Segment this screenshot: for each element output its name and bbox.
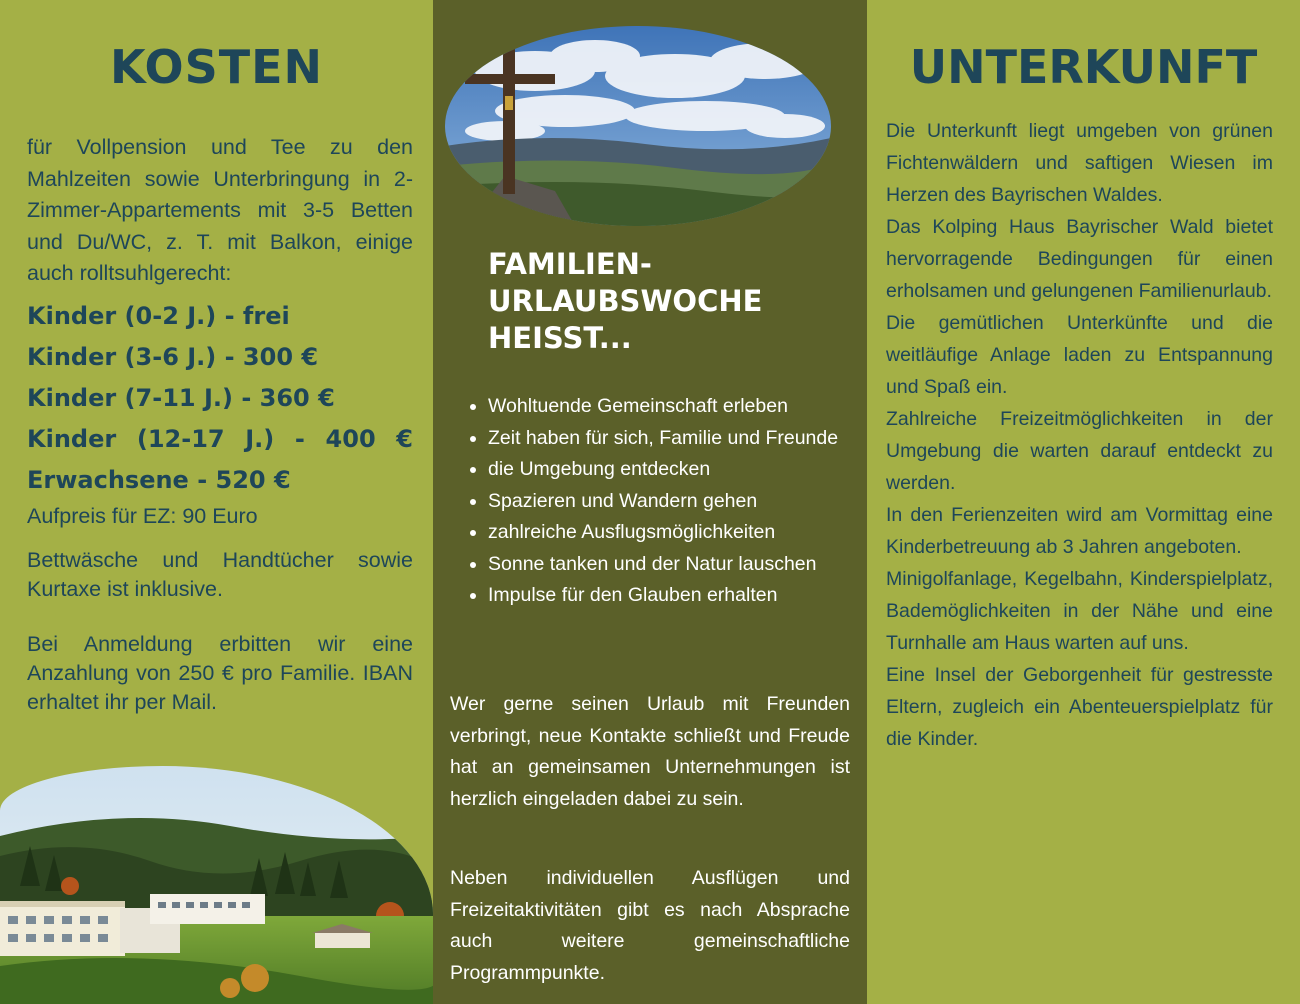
summit-cross-illustration bbox=[445, 26, 831, 226]
price-list bbox=[27, 296, 413, 501]
unterkunft-paragraph: Das Kolping Haus Bayrischer Wald bietet hervorragende Bedingungen für einen erholsamen und gelungenen Familienurlaub. bbox=[886, 216, 1273, 302]
title-line: HEISST... bbox=[488, 321, 632, 355]
list-item: • Impulse für den Glauben erhalten bbox=[488, 580, 850, 612]
list-item: • Sonne tanken und der Natur lauschen bbox=[488, 549, 850, 581]
linen-note: Bettwäsche und Handtücher sowie Kurtaxe ist inklusive. bbox=[27, 548, 413, 601]
list-item: • die Umgebung entdecken bbox=[488, 454, 850, 486]
title-line: URLAUBSWOCHE bbox=[488, 284, 763, 318]
unterkunft-paragraph: In den Ferienzeiten wird am Vormittag eine Kinderbetreuung ab 3 Jahren angeboten. bbox=[886, 504, 1273, 558]
kosten-title: KOSTEN bbox=[109, 40, 324, 94]
kosten-panel bbox=[0, 0, 433, 1004]
price-item: Erwachsene - 520 € bbox=[27, 465, 291, 494]
program-paragraph: Neben individuellen Ausflügen und Freizeitaktivitäten gibt es nach Absprache auch weitere gemeinschaftliche Programmpunkte. bbox=[450, 867, 850, 985]
kosten-content bbox=[27, 132, 413, 717]
price-item: Kinder (7-11 J.) - 360 € bbox=[27, 383, 335, 412]
house-photo-illustration bbox=[0, 766, 433, 1004]
unterkunft-paragraph: Minigolfanlage, Kegelbahn, Kinderspielplatz, Bademöglichkeiten in der Nähe und eine Turnhalle am Haus warten auf uns. bbox=[886, 568, 1273, 654]
deposit-note: Bei Anmeldung erbitten wir eine Anzahlung von 250 € pro Familie. IBAN erhaltet ihr per Mail. bbox=[27, 632, 413, 714]
kosten-intro: für Vollpension und Tee zu den Mahlzeiten sowie Unterbringung in 2-Zimmer-Appartements mit 3-5 Betten und Du/WC, z. T. mit Balkon, einige auch rolltsuhlgerecht: bbox=[27, 135, 413, 285]
price-item: Kinder (0-2 J.) - frei bbox=[27, 301, 290, 330]
price-item: Kinder (3-6 J.) - 300 € bbox=[27, 342, 319, 371]
list-item: • Zeit haben für sich, Familie und Freunde bbox=[488, 423, 850, 455]
summit-cross-photo bbox=[445, 26, 831, 226]
price-item: Kinder (12-17 J.) - 400 € bbox=[27, 424, 413, 453]
title-line: FAMILIEN- bbox=[488, 247, 652, 281]
invitation-paragraph: Wer gerne seinen Urlaub mit Freunden verbringt, neue Kontakte schließt und Freude hat an gemeinsamen Unternehmungen ist herzlich eingeladen dabei zu sein. bbox=[450, 693, 850, 811]
list-item: • zahlreiche Ausflugsmöglichkeiten bbox=[488, 517, 850, 549]
unterkunft-paragraph: Eine Insel der Geborgenheit für gestresste Eltern, zugleich ein Abenteuerspielplatz für die Kinder. bbox=[886, 664, 1273, 750]
list-item: • Wohltuende Gemeinschaft erleben bbox=[488, 391, 850, 423]
unterkunft-content bbox=[886, 115, 1273, 755]
familienurlaub-title bbox=[488, 246, 828, 357]
unterkunft-paragraph: Die Unterkunft liegt umgeben von grünen Fichtenwäldern und saftigen Wiesen im Herzen des Bayrischen Waldes. bbox=[886, 120, 1273, 206]
unterkunft-paragraph: Die gemütlichen Unterkünfte und die weitläufige Anlage laden zu Entspannung und Spaß ein. bbox=[886, 312, 1273, 398]
unterkunft-paragraph: Zahlreiche Freizeitmöglichkeiten in der Umgebung die warten darauf entdeckt zu werden. bbox=[886, 408, 1273, 494]
single-room-surcharge: Aufpreis für EZ: 90 Euro bbox=[27, 503, 258, 528]
unterkunft-title: UNTERKUNFT bbox=[909, 40, 1258, 94]
house-photo bbox=[0, 766, 433, 1004]
list-item: • Spazieren und Wandern gehen bbox=[488, 486, 850, 518]
benefits-list bbox=[470, 391, 850, 612]
